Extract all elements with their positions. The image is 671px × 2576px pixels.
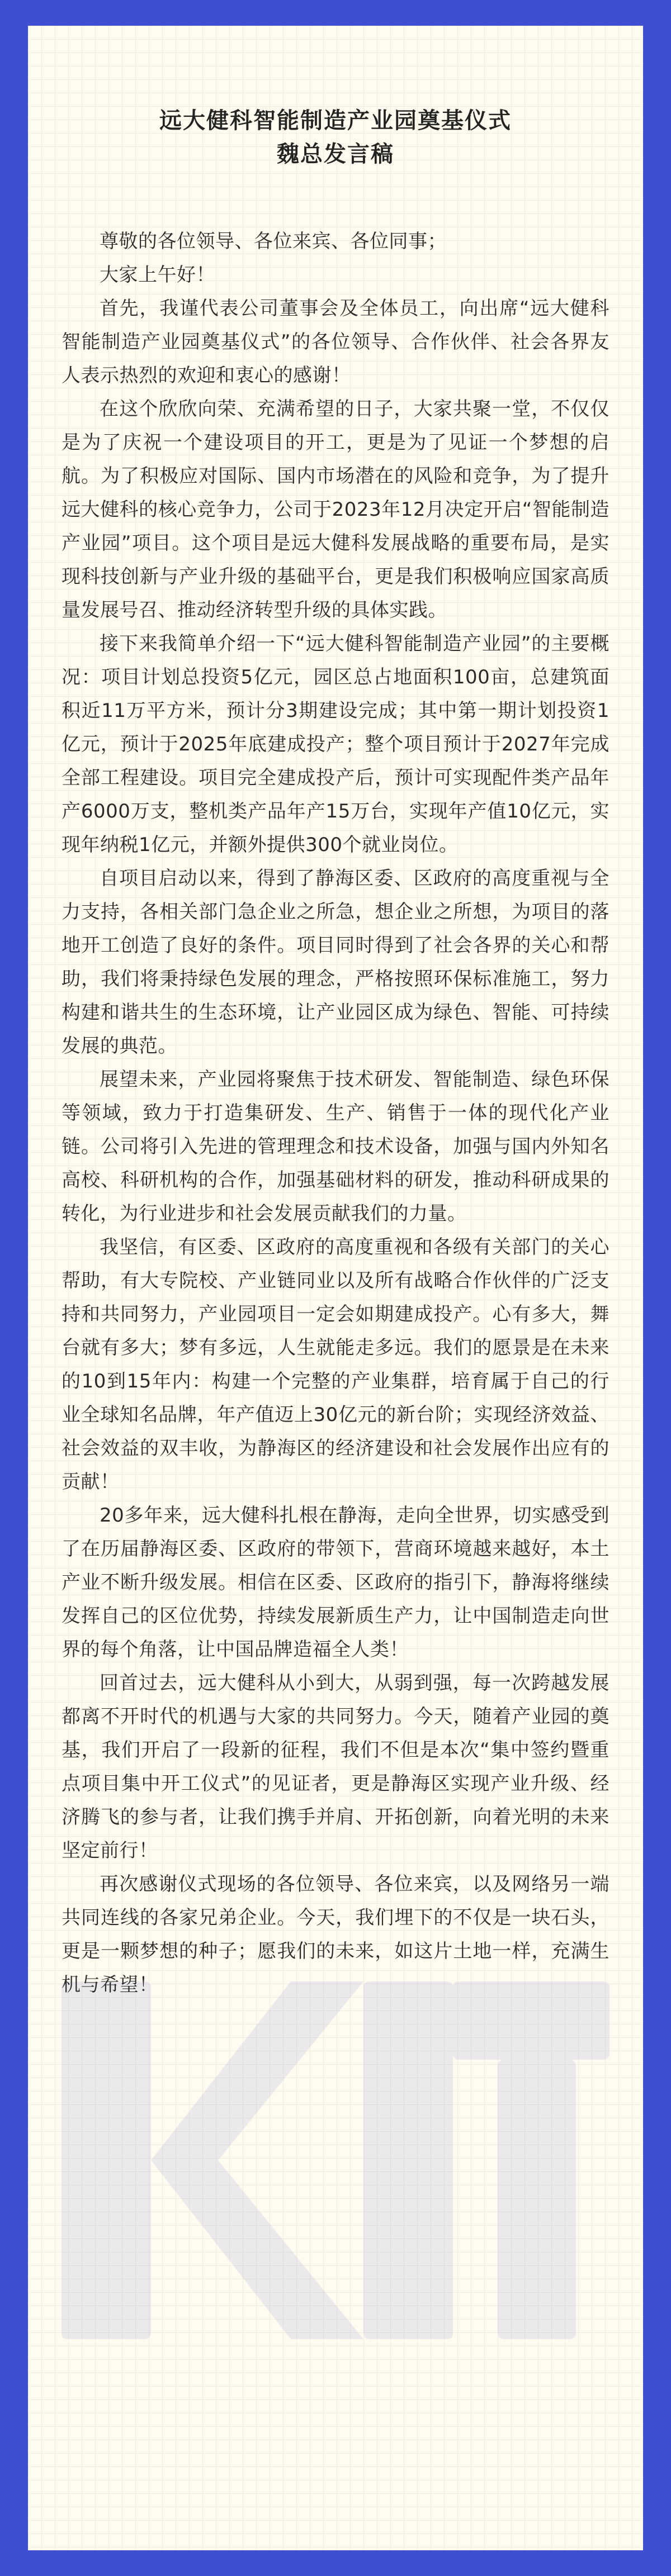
- document-paper: [28, 26, 643, 2550]
- document-subtitle: 魏总发言稿: [277, 141, 394, 167]
- paragraph: 接下来我简单介绍一下“远大健科智能制造产业园”的主要概况：项目计划总投资5亿元，园区总占地面积100亩，总建筑面积近11万平方米，预计分3期建设完成；其中第一期计划投资1亿元，预计于2025年底建成投产；整个项目预计于2027年完成全部工程建设。项目完全建成投产后，预计可实现配件类产品年产6000万支，整机类产品年产15万台，实现年产值10亿元，实现年纳税1亿元，并额外提供300个就业岗位。: [62, 633, 609, 856]
- speech-body: [62, 225, 609, 2002]
- paragraph: 在这个欣欣向荣、充满希望的日子，大家共聚一堂，不仅仅是为了庆祝一个建设项目的开工，更是为了见证一个梦想的启航。为了积极应对国际、国内市场潜在的风险和竞争，为了提升远大健科的核心竞争力，公司于2023年12月决定开启“智能制造产业园”项目。这个项目是远大健科发展战略的重要布局，是实现科技创新与产业升级的基础平台，更是我们积极响应国家高质量发展号召、推动经济转型升级的具体实践。: [62, 398, 609, 621]
- paragraph: 尊敬的各位领导、各位来宾、各位同事；: [100, 230, 447, 253]
- paragraph: 自项目启动以来，得到了静海区委、区政府的高度重视与全力支持，各相关部门急企业之所急，想企业之所想，为项目的落地开工创造了良好的条件。项目同时得到了社会各界的关心和帮助，我们将秉持绿色发展的理念，严格按照环保标准施工，努力构建和谐共生的生态环境，让产业园区成为绿色、智能、可持续发展的典范。: [62, 867, 609, 1057]
- paragraph: 回首过去，远大健科从小到大，从弱到强，每一次跨越发展都离不开时代的机遇与大家的共同努力。今天，随着产业园的奠基，我们开启了一段新的征程，我们不但是本次“集中签约暨重点项目集中开工仪式”的见证者，更是静海区实现产业升级、经济腾飞的参与者，让我们携手并肩、开拓创新，向着光明的未来坚定前行！: [62, 1672, 609, 1862]
- paragraph: 大家上午好！: [100, 264, 215, 286]
- paragraph: 首先，我谨代表公司董事会及全体员工，向出席“远大健科智能制造产业园奠基仪式”的各位领导、合作伙伴、社会各界友人表示热烈的欢迎和衷心的感谢！: [62, 297, 609, 387]
- paragraph: 20多年来，远大健科扎根在静海，走向全世界，切实感受到了在历届静海区委、区政府的带领下，营商环境越来越好，本土产业不断升级发展。相信在区委、区政府的指引下，静海将继续发挥自己的区位优势，持续发展新质生产力，让中国制造走向世界的每个角落，让中国品牌造福全人类！: [62, 1504, 609, 1661]
- title-block: [28, 104, 643, 171]
- document-title: 远大健科智能制造产业园奠基仪式: [159, 108, 512, 134]
- paragraph: 再次感谢仪式现场的各位领导、各位来宾，以及网络另一端共同连线的各家兄弟企业。今天，我们埋下的不仅是一块石头，更是一颗梦想的种子；愿我们的未来，如这片土地一样，充满生机与希望！: [62, 1873, 609, 1996]
- paragraph: 展望未来，产业园将聚焦于技术研发、智能制造、绿色环保等领域，致力于打造集研发、生产、销售于一体的现代化产业链。公司将引入先进的管理理念和技术设备，加强与国内外知名高校、科研机构的合作，加强基础材料的研发，推动科研成果的转化，为行业进步和社会发展贡献我们的力量。: [62, 1068, 609, 1225]
- logo-watermark-icon: [50, 1948, 621, 2373]
- paragraph: 我坚信，有区委、区政府的高度重视和各级有关部门的关心帮助，有大专院校、产业链同业以及所有战略合作伙伴的广泛支持和共同努力，产业园项目一定会如期建成投产。心有多大，舞台就有多大；梦有多远，人生就能走多远。我们的愿景是在未来的10到15年内：构建一个完整的产业集群，培育属于自己的行业全球知名品牌，年产值迈上30亿元的新台阶；实现经济效益、社会效益的双丰收，为静海区的经济建设和社会发展作出应有的贡献！: [62, 1236, 609, 1493]
